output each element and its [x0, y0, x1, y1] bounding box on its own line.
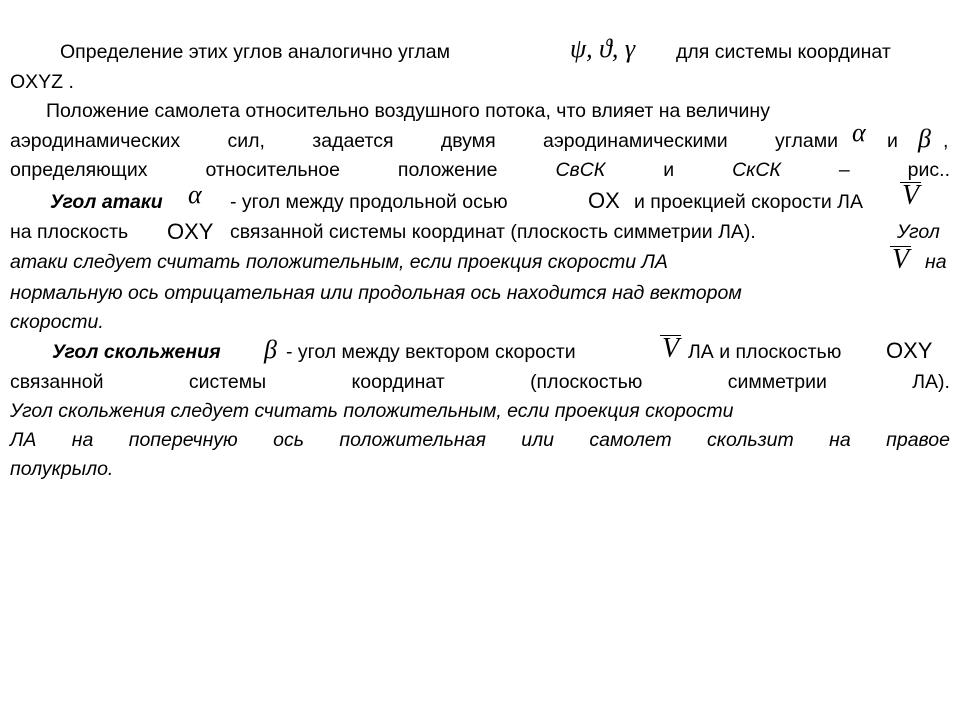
word: правое	[886, 429, 950, 451]
word: положение	[397, 159, 498, 181]
word: двумя	[440, 130, 496, 152]
word: или	[521, 429, 554, 451]
plane-oxy: OXY	[167, 219, 214, 244]
attack-line4: нормальную ось отрицательная или продольная ось находится над вектором	[10, 282, 742, 304]
word: ось	[273, 429, 304, 451]
beta-symbol: β	[264, 335, 277, 364]
word: (плоскостью	[530, 371, 643, 393]
velocity-vector-symbol: V	[902, 180, 920, 211]
alpha-symbol: α	[188, 180, 202, 209]
velocity-vector-symbol: V	[892, 244, 910, 275]
slip-term: Угол скольжения	[52, 341, 221, 363]
attack-line5: скорости.	[10, 311, 104, 333]
word: скользит	[706, 429, 794, 451]
attack-text1: - угол между продольной осью	[230, 191, 508, 213]
p2-line3	[10, 158, 950, 182]
attack-line2-pre: на плоскость	[10, 221, 129, 243]
slip-line3: Угол скольжения следует считать положительным, если проекция скорости	[10, 400, 734, 422]
word: симметрии	[727, 371, 827, 393]
word: поперечную	[128, 429, 238, 451]
p2-line2	[10, 130, 838, 153]
word: аэродинамическими	[542, 130, 728, 152]
alpha-symbol: α	[852, 118, 866, 147]
attack-line2-post: связанной системы координат (плоскость симметрии ЛА).	[230, 221, 756, 243]
p1-tail: для системы координат	[676, 41, 891, 63]
word: системы	[188, 371, 267, 393]
attack-text2: и проекцией скорости ЛА	[634, 191, 863, 213]
word: положительная	[339, 429, 486, 451]
attack-line3-post: на	[925, 251, 947, 273]
word: сил,	[227, 130, 265, 152]
p1-line2: OXYZ .	[10, 71, 74, 93]
p2-and: и	[887, 130, 898, 152]
attack-line3: атаки следует считать положительным, если проекция скорости ЛА	[10, 251, 668, 273]
slip-line2	[10, 370, 950, 394]
slip-line5: полукрыло.	[10, 458, 114, 480]
word: на	[829, 429, 851, 451]
beta-symbol: β	[918, 124, 931, 153]
word: –	[838, 159, 850, 181]
attack-line2-italic: Угол	[897, 221, 940, 243]
attack-term: Угол атаки	[50, 191, 163, 213]
word: определяющих	[10, 159, 148, 181]
word: связанной	[10, 371, 104, 393]
word: координат	[351, 371, 445, 393]
word-svsk: СвСК	[555, 159, 606, 181]
p2-line1: Положение самолета относительно воздушного потока, что влияет на величину	[46, 100, 770, 122]
axis-ox: OX	[588, 188, 620, 213]
word: аэродинамических	[10, 130, 181, 152]
word: углами	[775, 130, 838, 152]
word: рис..	[907, 159, 950, 181]
slip-line4	[10, 428, 950, 452]
slip-text1: - угол между вектором скорости	[286, 341, 576, 363]
word-sksk: СкСК	[732, 159, 781, 181]
plane-oxy: OXY	[886, 338, 933, 363]
word: самолет	[589, 429, 672, 451]
p2-comma: ,	[943, 130, 949, 152]
word: на	[71, 429, 94, 451]
word: задается	[312, 130, 394, 152]
velocity-vector-symbol: V	[662, 333, 680, 364]
word: и	[663, 159, 675, 181]
slip-text2: ЛА и плоскостью	[688, 341, 842, 363]
word: ЛА	[10, 429, 37, 451]
p1-lead: Определение этих углов аналогично углам	[60, 41, 451, 63]
angles-psi-theta-gamma: ψ, ϑ, γ	[570, 34, 636, 63]
word: ЛА).	[912, 371, 950, 393]
word: относительное	[205, 159, 340, 181]
